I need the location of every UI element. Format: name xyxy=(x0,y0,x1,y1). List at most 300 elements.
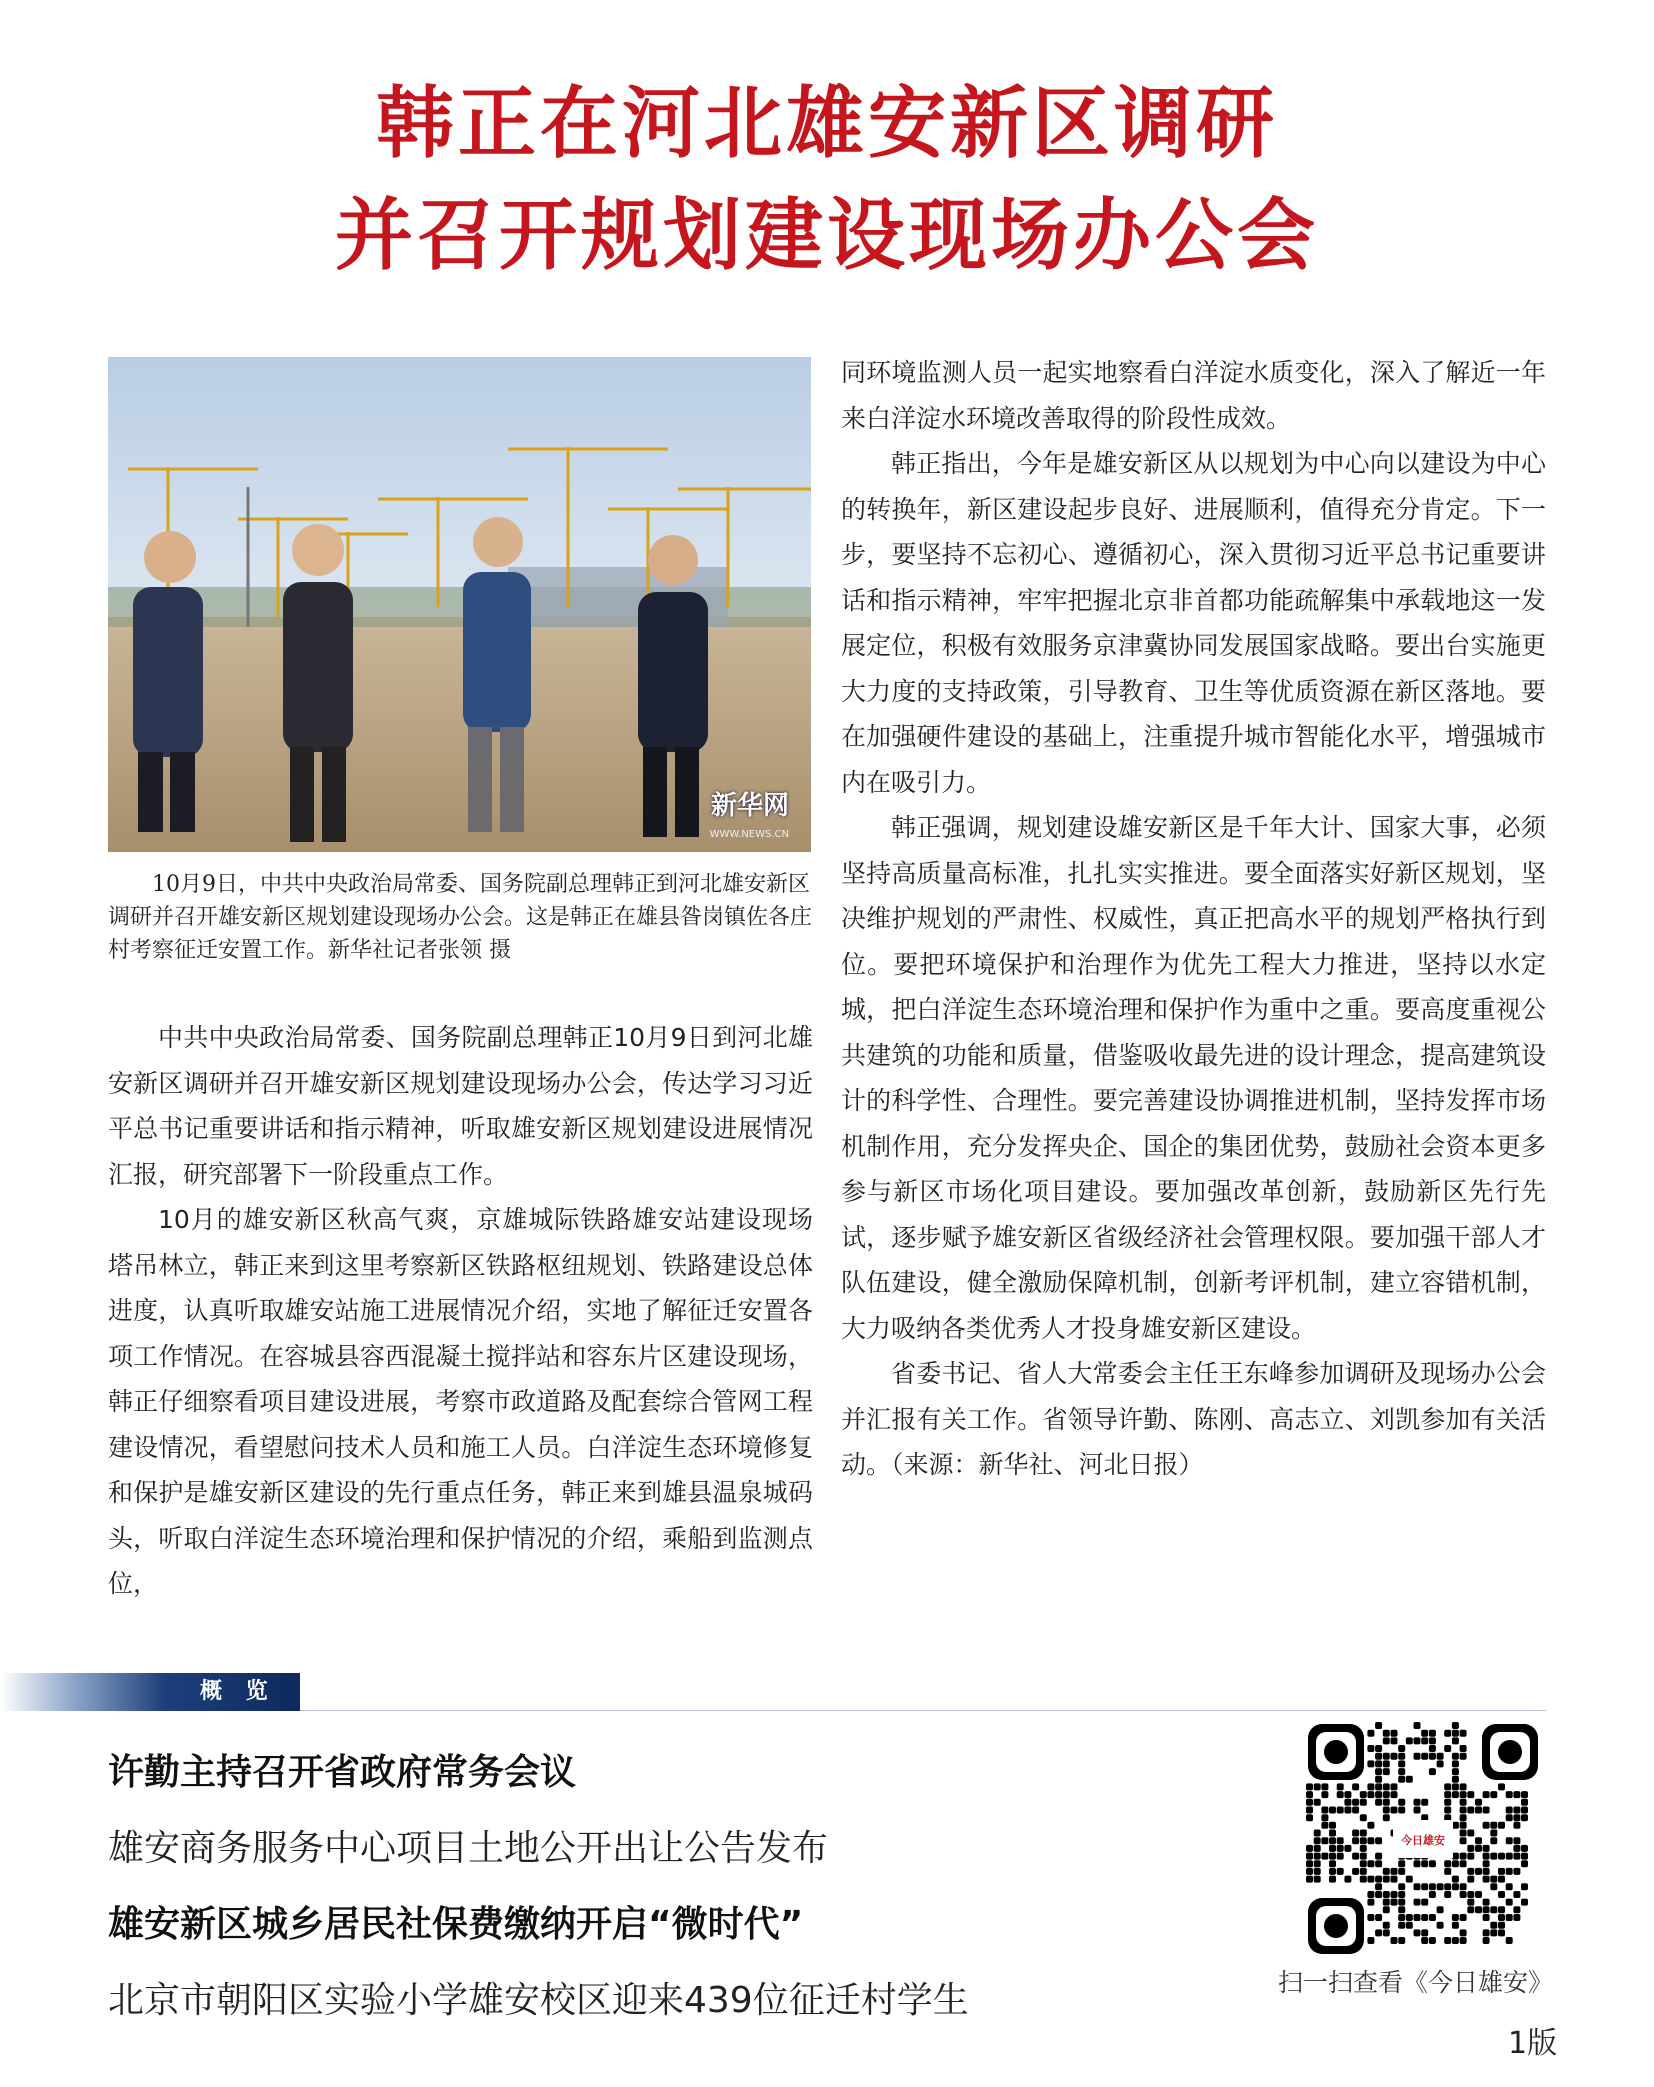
qr-module xyxy=(1314,1783,1321,1790)
qr-module xyxy=(1321,1783,1328,1790)
article-continuation: 同环境监测人员一起实地察看白洋淀水质变化，深入了解近一年来白洋淀水环境改善取得的阶段性成效。 xyxy=(841,358,1546,433)
photo-scene xyxy=(108,357,811,852)
qr-module xyxy=(1483,1929,1490,1936)
overview-label: 概 览 xyxy=(200,1679,276,1704)
qr-module xyxy=(1467,1807,1474,1814)
qr-module xyxy=(1391,1737,1398,1744)
qr-module xyxy=(1314,1799,1321,1806)
qr-module xyxy=(1398,1891,1405,1898)
qr-module xyxy=(1375,1891,1382,1898)
qr-module xyxy=(1337,1845,1344,1852)
photo-watermark-url: WWW.NEWS.CN xyxy=(709,829,789,840)
qr-module xyxy=(1490,1830,1497,1837)
qr-module xyxy=(1452,1776,1459,1783)
qr-module xyxy=(1367,1791,1374,1798)
qr-module xyxy=(1360,1845,1367,1852)
qr-module xyxy=(1490,1922,1497,1929)
qr-module xyxy=(1437,1760,1444,1767)
qr-module xyxy=(1506,1899,1513,1906)
qr-module xyxy=(1352,1837,1359,1844)
qr-module xyxy=(1360,1876,1367,1883)
qr-module xyxy=(1414,1929,1421,1936)
qr-module xyxy=(1398,1768,1405,1775)
qr-module xyxy=(1513,1853,1520,1860)
qr-module xyxy=(1498,1929,1505,1936)
qr-module xyxy=(1467,1876,1474,1883)
qr-module xyxy=(1383,1730,1390,1737)
qr-module xyxy=(1498,1822,1505,1829)
qr-module xyxy=(1437,1906,1444,1913)
qr-module xyxy=(1414,1722,1421,1729)
qr-module xyxy=(1391,1891,1398,1898)
qr-module xyxy=(1367,1837,1374,1844)
qr-module xyxy=(1475,1891,1482,1898)
qr-module xyxy=(1475,1845,1482,1852)
qr-module xyxy=(1490,1853,1497,1860)
qr-module xyxy=(1490,1791,1497,1798)
qr-module xyxy=(1306,1845,1313,1852)
qr-module xyxy=(1483,1860,1490,1867)
qr-module xyxy=(1360,1791,1367,1798)
qr-module xyxy=(1337,1868,1344,1875)
qr-module xyxy=(1367,1899,1374,1906)
qr-module xyxy=(1460,1853,1467,1860)
qr-module xyxy=(1406,1776,1413,1783)
qr-module xyxy=(1429,1891,1436,1898)
qr-module xyxy=(1506,1937,1513,1944)
qr-module xyxy=(1391,1753,1398,1760)
article-paragraph: 10月的雄安新区秋高气爽，京雄城际铁路雄安站建设现场塔吊林立，韩正来到这里考察新区铁路枢纽规划、铁路建设总体进度，认真听取雄安站施工进展情况介绍，实地了解征迁安置各项工作情况。在容城县容西混凝土搅拌站和容东片区建设现场，韩正仔细察看项目建设进展，考察市政道路及配套综合管网工程建设情况，看望慰问技术人员和施工人员。白洋淀生态环境修复和保护是雄安新区建设的先行重点任务，韩正来到雄县温泉城码头，听取白洋淀生态环境治理和保护情况的介绍，乘船到监测点位， xyxy=(108,1205,813,1598)
qr-module xyxy=(1367,1730,1374,1737)
qr-module xyxy=(1329,1807,1336,1814)
qr-module xyxy=(1460,1783,1467,1790)
qr-module xyxy=(1406,1922,1413,1929)
headline-line-1: 韩正在河北雄安新区调研 xyxy=(375,78,1278,169)
qr-module xyxy=(1375,1753,1382,1760)
qr-module xyxy=(1460,1799,1467,1806)
qr-module xyxy=(1398,1914,1405,1921)
qr-module xyxy=(1498,1853,1505,1860)
overview-item[interactable]: 雄安新区城乡居民社保费缴纳开启“微时代” xyxy=(108,1904,804,1945)
qr-module xyxy=(1391,1730,1398,1737)
qr-module xyxy=(1329,1837,1336,1844)
qr-module xyxy=(1321,1791,1328,1798)
qr-module xyxy=(1383,1814,1390,1821)
qr-module xyxy=(1483,1853,1490,1860)
qr-module xyxy=(1506,1807,1513,1814)
overview-divider xyxy=(300,1710,1546,1711)
qr-module xyxy=(1490,1876,1497,1883)
qr-module xyxy=(1444,1730,1451,1737)
qr-module xyxy=(1460,1814,1467,1821)
qr-module xyxy=(1398,1753,1405,1760)
qr-module xyxy=(1391,1868,1398,1875)
qr-module xyxy=(1367,1937,1374,1944)
qr-module xyxy=(1367,1876,1374,1883)
qr-module xyxy=(1367,1745,1374,1752)
qr-module xyxy=(1306,1868,1313,1875)
qr-module xyxy=(1429,1753,1436,1760)
qr-module xyxy=(1498,1922,1505,1929)
qr-module xyxy=(1421,1883,1428,1890)
qr-module xyxy=(1367,1914,1374,1921)
qr-module xyxy=(1467,1906,1474,1913)
qr-module xyxy=(1467,1891,1474,1898)
qr-module xyxy=(1444,1883,1451,1890)
qr-module xyxy=(1475,1868,1482,1875)
qr-module xyxy=(1513,1822,1520,1829)
qr-module xyxy=(1444,1891,1451,1898)
qr-module xyxy=(1444,1791,1451,1798)
qr-module xyxy=(1521,1814,1528,1821)
qr-module xyxy=(1452,1753,1459,1760)
qr-module xyxy=(1306,1791,1313,1798)
qr-module xyxy=(1391,1876,1398,1883)
qr-module xyxy=(1398,1799,1405,1806)
qr-module xyxy=(1475,1906,1482,1913)
qr-module xyxy=(1383,1899,1390,1906)
qr-module xyxy=(1314,1830,1321,1837)
qr-module xyxy=(1475,1799,1482,1806)
qr-module xyxy=(1329,1853,1336,1860)
qr-module xyxy=(1521,1845,1528,1852)
qr-module xyxy=(1337,1783,1344,1790)
qr-module xyxy=(1444,1783,1451,1790)
qr-module xyxy=(1375,1883,1382,1890)
qr-module xyxy=(1398,1807,1405,1814)
qr-module xyxy=(1367,1891,1374,1898)
qr-module xyxy=(1375,1837,1382,1844)
headline-line-2: 并召开规划建设现场办公会 xyxy=(334,190,1319,281)
qr-module xyxy=(1506,1814,1513,1821)
qr-module xyxy=(1513,1906,1520,1913)
qr-module xyxy=(1321,1853,1328,1860)
qr-module xyxy=(1352,1853,1359,1860)
news-photo xyxy=(108,357,811,852)
qr-module xyxy=(1375,1745,1382,1752)
qr-module xyxy=(1398,1906,1405,1913)
qr-module xyxy=(1460,1807,1467,1814)
qr-module xyxy=(1421,1899,1428,1906)
qr-module xyxy=(1460,1753,1467,1760)
qr-module xyxy=(1329,1822,1336,1829)
qr-module xyxy=(1367,1760,1374,1767)
qr-module xyxy=(1314,1837,1321,1844)
qr-module xyxy=(1483,1822,1490,1829)
qr-module xyxy=(1452,1722,1459,1729)
qr-module xyxy=(1406,1876,1413,1883)
qr-module xyxy=(1414,1799,1421,1806)
qr-module xyxy=(1321,1837,1328,1844)
qr-module xyxy=(1452,1883,1459,1890)
qr-module xyxy=(1391,1937,1398,1944)
qr-module xyxy=(1521,1807,1528,1814)
qr-module xyxy=(1360,1830,1367,1837)
qr-code-image xyxy=(1300,1716,1546,1962)
article-paragraph: 中共中央政治局常委、国务院副总理韩正10月9日到河北雄安新区调研并召开雄安新区规划建设现场办公会，传达学习习近平总书记重要讲话和指示精神，听取雄安新区规划建设进展情况汇报，研究部署下一阶段重点工作。 xyxy=(108,1023,813,1189)
qr-center-label: 今日雄安 xyxy=(1401,1834,1445,1847)
qr-module xyxy=(1444,1937,1451,1944)
qr-module xyxy=(1498,1906,1505,1913)
qr-module xyxy=(1398,1776,1405,1783)
qr-module xyxy=(1414,1737,1421,1744)
qr-module xyxy=(1506,1837,1513,1844)
qr-module xyxy=(1383,1929,1390,1936)
qr-module xyxy=(1383,1783,1390,1790)
qr-module xyxy=(1383,1753,1390,1760)
qr-module xyxy=(1429,1914,1436,1921)
qr-module xyxy=(1467,1853,1474,1860)
qr-module xyxy=(1429,1730,1436,1737)
qr-module xyxy=(1421,1914,1428,1921)
qr-module xyxy=(1398,1745,1405,1752)
qr-module xyxy=(1375,1791,1382,1798)
qr-module xyxy=(1498,1783,1505,1790)
qr-module xyxy=(1460,1745,1467,1752)
qr-module xyxy=(1375,1929,1382,1936)
qr-module xyxy=(1352,1830,1359,1837)
qr-module xyxy=(1452,1937,1459,1944)
qr-module xyxy=(1414,1883,1421,1890)
qr-module xyxy=(1452,1914,1459,1921)
qr-module xyxy=(1306,1783,1313,1790)
qr-module xyxy=(1383,1891,1390,1898)
qr-module xyxy=(1360,1799,1367,1806)
qr-module xyxy=(1437,1922,1444,1929)
qr-module xyxy=(1513,1807,1520,1814)
qr-module xyxy=(1321,1822,1328,1829)
qr-module xyxy=(1375,1876,1382,1883)
qr-module xyxy=(1337,1853,1344,1860)
qr-module xyxy=(1375,1760,1382,1767)
article-right-column xyxy=(841,350,1546,1488)
qr-module xyxy=(1437,1883,1444,1890)
overview-item[interactable]: 许勤主持召开省政府常务会议 xyxy=(108,1752,577,1793)
qr-module xyxy=(1452,1860,1459,1867)
qr-module xyxy=(1513,1891,1520,1898)
qr-module xyxy=(1391,1899,1398,1906)
qr-module xyxy=(1314,1876,1321,1883)
qr-module xyxy=(1460,1730,1467,1737)
qr-module xyxy=(1506,1791,1513,1798)
qr-module xyxy=(1367,1822,1374,1829)
qr-module xyxy=(1306,1860,1313,1867)
qr-module xyxy=(1444,1868,1451,1875)
qr-module xyxy=(1306,1814,1313,1821)
qr-module xyxy=(1306,1876,1313,1883)
qr-module xyxy=(1460,1891,1467,1898)
qr-module xyxy=(1506,1868,1513,1875)
qr-module xyxy=(1321,1814,1328,1821)
qr-module xyxy=(1360,1868,1367,1875)
qr-module xyxy=(1321,1807,1328,1814)
qr-module xyxy=(1490,1906,1497,1913)
photo-watermark: 新华网 xyxy=(710,791,789,821)
qr-code[interactable] xyxy=(1300,1716,1546,1962)
qr-module xyxy=(1398,1883,1405,1890)
qr-module xyxy=(1460,1860,1467,1867)
qr-module xyxy=(1421,1737,1428,1744)
qr-module xyxy=(1360,1814,1367,1821)
qr-module xyxy=(1444,1860,1451,1867)
qr-module xyxy=(1421,1937,1428,1944)
article-paragraph: 韩正强调，规划建设雄安新区是千年大计、国家大事，必须坚持高质量高标准，扎扎实实推进。要全面落实好新区规划，坚决维护规划的严肃性、权威性，真正把高水平的规划严格执行到位。要把环境保护和治理作为优先工程大力推进，坚持以水定城，把白洋淀生态环境治理和保护作为重中之重。要高度重视公共建筑的功能和质量，借鉴吸收最先进的设计理念，提高建筑设计的科学性、合理性。要完善建设协调推进机制，坚持发挥市场机制作用，充分发挥央企、国企的集团优势，鼓励社会资本更多参与新区市场化项目建设。要加强改革创新，鼓励新区先行先试，逐步赋予雄安新区省级经济社会管理权限。要加强干部人才队伍建设，健全激励保障机制，创新考评机制，建立容错机制，大力吸纳各类优秀人才投身雄安新区建设。 xyxy=(841,813,1546,1343)
headline xyxy=(0,68,1654,292)
qr-module xyxy=(1306,1853,1313,1860)
qr-module xyxy=(1383,1876,1390,1883)
qr-module xyxy=(1344,1845,1351,1852)
qr-module xyxy=(1460,1883,1467,1890)
qr-module xyxy=(1513,1845,1520,1852)
qr-module xyxy=(1375,1722,1382,1729)
qr-module xyxy=(1398,1868,1405,1875)
qr-module xyxy=(1329,1876,1336,1883)
qr-module xyxy=(1460,1937,1467,1944)
qr-caption: 扫一扫查看《今日雄安》 xyxy=(1278,1968,1554,1997)
qr-module xyxy=(1452,1760,1459,1767)
qr-module xyxy=(1414,1914,1421,1921)
page-number: 1版 xyxy=(1508,2026,1558,2061)
qr-module xyxy=(1421,1799,1428,1806)
qr-module xyxy=(1344,1791,1351,1798)
qr-module xyxy=(1398,1760,1405,1767)
qr-module xyxy=(1406,1914,1413,1921)
qr-module xyxy=(1452,1783,1459,1790)
qr-module xyxy=(1383,1791,1390,1798)
qr-module xyxy=(1391,1791,1398,1798)
overview-item[interactable]: 雄安商务服务中心项目土地公开出让公告发布 xyxy=(108,1828,829,1869)
qr-module xyxy=(1360,1837,1367,1844)
qr-module xyxy=(1383,1760,1390,1767)
qr-module xyxy=(1344,1876,1351,1883)
qr-module xyxy=(1421,1730,1428,1737)
qr-module xyxy=(1398,1922,1405,1929)
qr-module xyxy=(1467,1899,1474,1906)
qr-module xyxy=(1375,1776,1382,1783)
qr-module xyxy=(1421,1753,1428,1760)
qr-module xyxy=(1352,1868,1359,1875)
qr-module xyxy=(1429,1883,1436,1890)
qr-module xyxy=(1513,1814,1520,1821)
qr-module xyxy=(1483,1876,1490,1883)
qr-module xyxy=(1506,1914,1513,1921)
qr-module xyxy=(1352,1799,1359,1806)
qr-module xyxy=(1483,1914,1490,1921)
qr-module xyxy=(1513,1837,1520,1844)
qr-module xyxy=(1329,1860,1336,1867)
qr-module xyxy=(1421,1929,1428,1936)
qr-module xyxy=(1521,1883,1528,1890)
qr-module xyxy=(1383,1906,1390,1913)
qr-module xyxy=(1429,1768,1436,1775)
qr-module xyxy=(1414,1860,1421,1867)
qr-module xyxy=(1444,1799,1451,1806)
qr-module xyxy=(1383,1922,1390,1929)
qr-module xyxy=(1513,1914,1520,1921)
qr-module xyxy=(1398,1899,1405,1906)
qr-module xyxy=(1513,1868,1520,1875)
qr-module xyxy=(1521,1899,1528,1906)
qr-module xyxy=(1490,1929,1497,1936)
qr-module xyxy=(1429,1737,1436,1744)
qr-module xyxy=(1375,1783,1382,1790)
qr-module xyxy=(1498,1914,1505,1921)
qr-module xyxy=(1521,1860,1528,1867)
qr-module xyxy=(1452,1768,1459,1775)
qr-module xyxy=(1391,1783,1398,1790)
qr-module xyxy=(1367,1783,1374,1790)
qr-module xyxy=(1383,1768,1390,1775)
qr-module xyxy=(1375,1799,1382,1806)
qr-module xyxy=(1452,1730,1459,1737)
qr-module xyxy=(1521,1799,1528,1806)
qr-module xyxy=(1329,1868,1336,1875)
qr-module xyxy=(1460,1830,1467,1837)
qr-module xyxy=(1306,1807,1313,1814)
qr-module xyxy=(1360,1860,1367,1867)
qr-module xyxy=(1460,1822,1467,1829)
qr-module xyxy=(1452,1791,1459,1798)
qr-module xyxy=(1337,1807,1344,1814)
qr-module xyxy=(1521,1853,1528,1860)
qr-module xyxy=(1375,1860,1382,1867)
qr-module xyxy=(1467,1791,1474,1798)
qr-module xyxy=(1344,1799,1351,1806)
qr-module xyxy=(1375,1914,1382,1921)
qr-module xyxy=(1498,1868,1505,1875)
qr-module xyxy=(1490,1883,1497,1890)
qr-module xyxy=(1383,1807,1390,1814)
qr-module xyxy=(1414,1899,1421,1906)
qr-module xyxy=(1498,1876,1505,1883)
qr-module xyxy=(1452,1737,1459,1744)
qr-module xyxy=(1452,1922,1459,1929)
qr-module xyxy=(1367,1860,1374,1867)
overview-item[interactable]: 北京市朝阳区实验小学雄安校区迎来439位征迁村学生 xyxy=(108,1980,969,2021)
qr-module xyxy=(1337,1837,1344,1844)
qr-module xyxy=(1329,1830,1336,1837)
article-paragraph: 韩正指出，今年是雄安新区从以规划为中心向以建设为中心的转换年，新区建设起步良好、进展顺利，值得充分肯定。下一步，要坚持不忘初心、遵循初心，深入贯彻习近平总书记重要讲话和指示精神，牢牢把握北京非首都功能疏解集中承载地这一发展定位，积极有效服务京津冀协同发展国家战略。要出台实施更大力度的支持政策，引导教育、卫生等优质资源在新区落地。要在加强硬件建设的基础上，注重提升城市智能化水平，增强城市内在吸引力。 xyxy=(841,449,1546,797)
qr-module xyxy=(1467,1830,1474,1837)
qr-module xyxy=(1337,1791,1344,1798)
qr-module xyxy=(1483,1868,1490,1875)
qr-module xyxy=(1398,1937,1405,1944)
qr-module xyxy=(1521,1791,1528,1798)
qr-module xyxy=(1314,1853,1321,1860)
qr-module xyxy=(1483,1807,1490,1814)
qr-module xyxy=(1498,1891,1505,1898)
qr-module xyxy=(1483,1899,1490,1906)
qr-module xyxy=(1467,1868,1474,1875)
qr-module xyxy=(1329,1845,1336,1852)
qr-module xyxy=(1483,1906,1490,1913)
qr-module xyxy=(1421,1860,1428,1867)
qr-module xyxy=(1483,1845,1490,1852)
qr-module xyxy=(1429,1745,1436,1752)
qr-module xyxy=(1375,1768,1382,1775)
qr-module xyxy=(1375,1853,1382,1860)
qr-module xyxy=(1414,1753,1421,1760)
qr-module xyxy=(1475,1837,1482,1844)
qr-module xyxy=(1383,1799,1390,1806)
qr-module xyxy=(1406,1737,1413,1744)
qr-module xyxy=(1460,1791,1467,1798)
qr-module xyxy=(1506,1883,1513,1890)
qr-module xyxy=(1506,1853,1513,1860)
qr-module xyxy=(1460,1914,1467,1921)
qr-module xyxy=(1467,1845,1474,1852)
qr-module xyxy=(1513,1791,1520,1798)
